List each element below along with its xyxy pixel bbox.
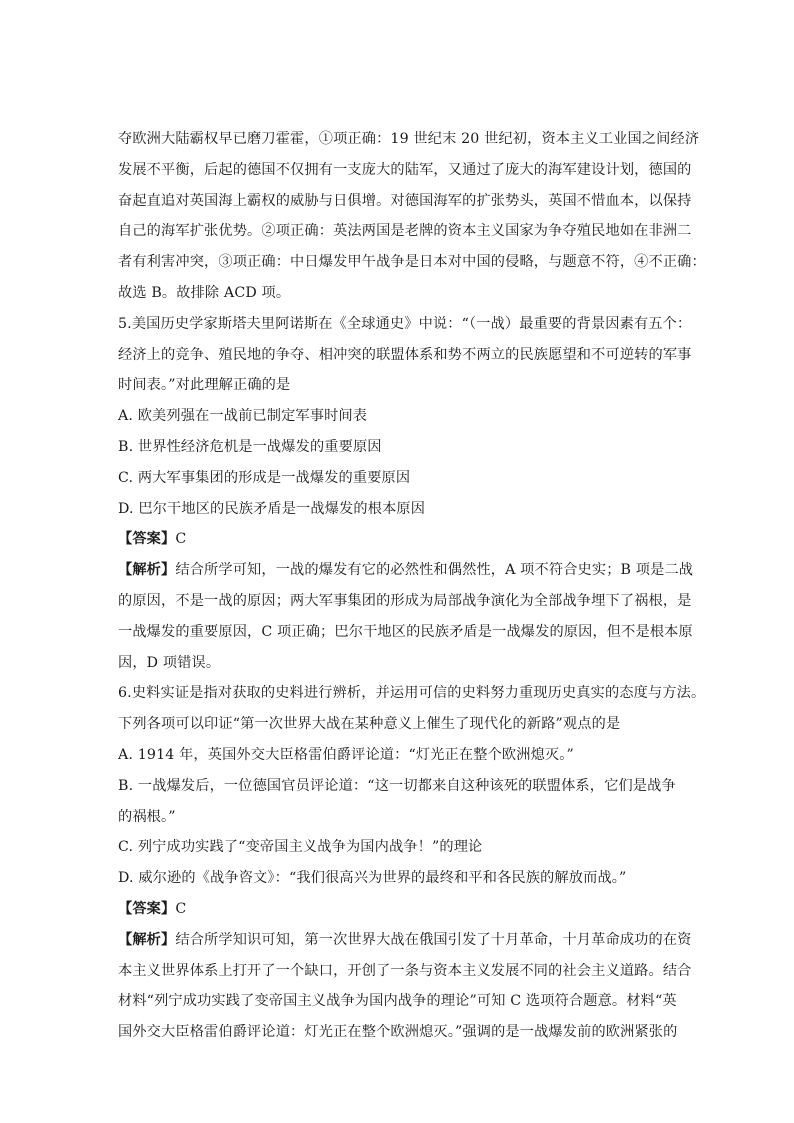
text-line xyxy=(118,863,684,894)
line-text: 结合所学可知，一战的爆发有它的必然性和偶然性，A 项不符合史实；B 项是二战 xyxy=(175,562,694,579)
line-text: A. 欧美列强在一战前已制定军事时间表 xyxy=(118,408,368,425)
text-line xyxy=(118,617,693,648)
text-line xyxy=(118,309,692,340)
section-label: 【答案】 xyxy=(118,531,176,548)
text-line xyxy=(118,124,700,155)
text-line xyxy=(118,247,706,278)
line-text: 夺欧洲大陆霸权早已磨刀霍霍，①项正确：19 世纪末 20 世纪初，资本主义工业国之间经济 xyxy=(118,131,700,147)
line-text: B. 一战爆发后，一位德国官员评论道：“这一切都来自这种该死的联盟体系，它们是战争 xyxy=(118,777,676,794)
text-line xyxy=(118,740,684,771)
text-line xyxy=(118,648,684,679)
line-text: C xyxy=(175,900,187,917)
line-text: 的祸根。” xyxy=(118,808,176,825)
text-line xyxy=(118,586,692,617)
text-line xyxy=(118,370,684,401)
line-text: A. 1914 年，英国外交大臣格雷伯爵评论道：“灯光正在整个欧洲熄灭。” xyxy=(118,746,574,763)
section-label: 【答案】 xyxy=(118,900,176,917)
text-line xyxy=(118,463,684,494)
text-line xyxy=(118,432,684,463)
line-text: 下列各项可以印证“第一次世界大战在某种意义上催生了现代化的新路”观点的是 xyxy=(118,716,621,733)
section-label: 【解析】 xyxy=(118,931,176,948)
text-line xyxy=(118,1017,684,1048)
text-line xyxy=(118,401,684,432)
text-line xyxy=(118,555,694,586)
line-text: C xyxy=(175,531,187,548)
line-text: C. 两大军事集团的形成是一战爆发的重要原因 xyxy=(118,469,411,486)
line-text: 一战爆发的重要原因，C 项正确；巴尔干地区的民族矛盾是一战爆发的原因，但不是根本原 xyxy=(118,623,693,640)
text-line xyxy=(118,771,684,802)
line-text: 因，D 项错误。 xyxy=(118,654,221,671)
line-text: 经济上的竞争、殖民地的争夺、相冲突的联盟体系和势不两立的民族愿望和不可逆转的军事 xyxy=(118,346,692,363)
line-text: 奋起直追对英国海上霸权的威胁与日俱增。对德国海军的扩张势头，英国不惜血本，以保持 xyxy=(118,192,692,209)
text-line xyxy=(118,956,692,987)
text-line xyxy=(118,216,692,247)
line-text: D. 威尔逊的《战争咨文》：“我们很高兴为世界的最终和平和各民族的解放而战。” xyxy=(118,870,627,887)
text-line xyxy=(118,832,684,863)
line-text: 材料“列宁成功实践了变帝国主义战争为国内战争的理论”可知 C 选项符合题意。材料“英 xyxy=(118,993,677,1010)
text-line xyxy=(118,894,684,925)
line-text: C. 列宁成功实践了“变帝国主义战争为国内战争！”的理论 xyxy=(118,839,483,856)
document-body xyxy=(118,124,706,1048)
line-text: 国外交大臣格雷伯爵评论道：灯光正在整个欧洲熄灭。”强调的是一战爆发前的欧洲紧张的 xyxy=(118,1024,678,1041)
text-line xyxy=(118,802,684,833)
text-line xyxy=(118,186,692,217)
text-line xyxy=(118,278,684,309)
line-text: 本主义世界体系上打开了一个缺口，开创了一条与资本主义发展不同的社会主义道路。结合 xyxy=(118,962,692,979)
line-text: 发展不平衡，后起的德国不仅拥有一支庞大的陆军，又通过了庞大的海军建设计划，德国的 xyxy=(118,161,692,178)
text-line xyxy=(118,155,692,186)
section-label: 【解析】 xyxy=(118,562,176,579)
line-text: D. 巴尔干地区的民族矛盾是一战爆发的根本原因 xyxy=(118,500,426,517)
text-line xyxy=(118,524,684,555)
text-line xyxy=(118,709,684,740)
text-line xyxy=(118,925,692,956)
line-text: 结合所学知识可知，第一次世界大战在俄国引发了十月革命，十月革命成功的在资 xyxy=(175,931,692,948)
line-text: 自己的海军扩张优势。②项正确：英法两国是老牌的资本主义国家为争夺殖民地如在非洲二 xyxy=(118,223,692,240)
line-text: 者有利害冲突，③项正确：中日爆发甲午战争是日本对中国的侵略，与题意不符，④不正确： xyxy=(118,254,706,271)
line-text: 故选 B。故排除 ACD 项。 xyxy=(118,284,291,301)
text-line xyxy=(118,986,684,1017)
line-text: 6.史料实证是指对获取的史料进行辨析，并运用可信的史料努力重现历史真实的态度与方法。 xyxy=(118,685,706,702)
line-text: 时间表。”对此理解正确的是 xyxy=(118,377,291,394)
text-line xyxy=(118,678,706,709)
text-line xyxy=(118,494,684,525)
text-line xyxy=(118,340,692,371)
line-text: 5.美国历史学家斯塔夫里阿诺斯在《全球通史》中说：“（一战）最重要的背景因素有五个： xyxy=(118,315,692,332)
line-text: 的原因，不是一战的原因；两大军事集团的形成为局部战争演化为全部战争埋下了祸根，是 xyxy=(118,592,692,609)
line-text: B. 世界性经济危机是一战爆发的重要原因 xyxy=(118,438,382,455)
